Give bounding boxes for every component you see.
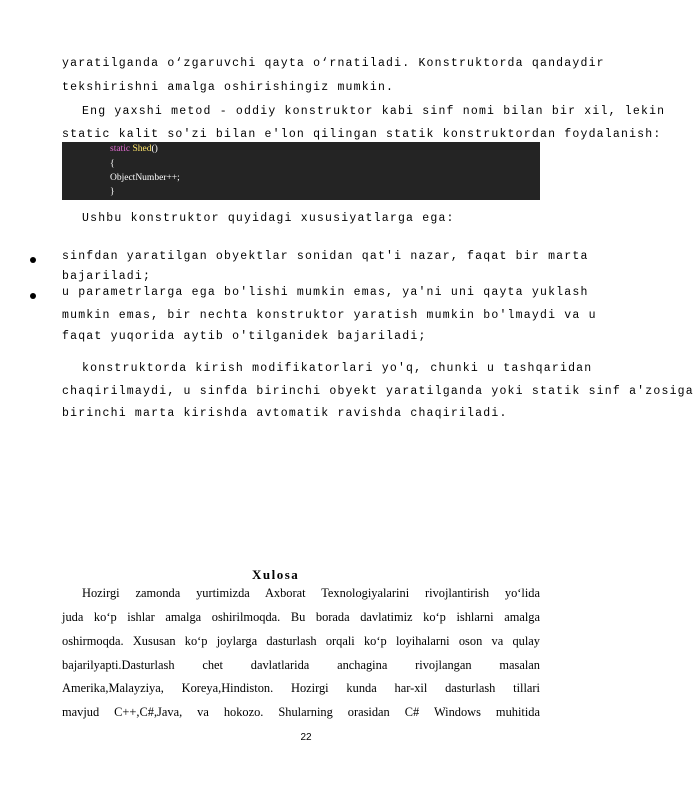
bullet-1-line2: bajariladi; xyxy=(62,270,152,283)
conclusion-line3: oshirmoqda. Xususan ko‘p joylarga dasturlash orqali ko‘p loyihalarni oson va qulay xyxy=(62,634,540,648)
code-function-name: Shed xyxy=(132,144,152,154)
para2-line1: Eng yaxshi metod - oddiy konstruktor kabi sinf nomi bilan bir xil, lekin xyxy=(82,105,666,118)
bullet-1-line1: sinfdan yaratilgan obyektlar sonidan qat'i nazar, faqat bir marta xyxy=(62,250,589,263)
bullet-2-line1: u parametrlarga ega bo'lishi mumkin emas, ya'ni uni qayta yuklash xyxy=(62,286,589,299)
intro-line: Ushbu konstruktor quyidagi xususiyatlarga ega: xyxy=(82,212,455,225)
conclusion-line6: mavjud C++,C#,Java, va hokozo. Shularning orasidan C# Windows muhitida xyxy=(62,705,540,719)
page-number: 22 xyxy=(300,732,312,743)
section-heading: Xulosa xyxy=(252,567,300,582)
code-body: ObjectNumber++; xyxy=(110,173,180,183)
conclusion-line4: bajarilyapti.Dasturlash chet davlatlarida anchagina rivojlangan masalan xyxy=(62,658,540,672)
bullet-2-line2: mumkin emas, bir nechta konstruktor yaratish mumkin bo'lmaydi va u xyxy=(62,309,597,322)
para1-line2: tekshirishni amalga oshirishingiz mumkin. xyxy=(62,81,395,94)
bullet-dot xyxy=(30,293,36,299)
code-close-brace: } xyxy=(110,187,115,197)
para3-line3: birinchi marta kirishda avtomatik ravishda chaqiriladi. xyxy=(62,407,508,420)
para2-line2: static kalit so'zi bilan e'lon qilingan statik konstruktordan foydalanish: xyxy=(62,128,662,141)
code-parens: () xyxy=(151,144,158,154)
conclusion-line2: juda ko‘p ishlar amalga oshirilmoqda. Bu borada davlatimiz ko‘p ishlarni amalga xyxy=(62,610,540,624)
conclusion-line1: Hozirgi zamonda yurtimizda Axborat Texnologiyalarini rivojlantirish yo‘lida xyxy=(82,586,540,600)
code-keyword: static xyxy=(110,144,131,154)
code-open-brace: { xyxy=(110,159,115,169)
para3-line2: chaqirilmaydi, u sinfda birinchi obyekt yaratilganda yoki statik sinf a'zosiga xyxy=(62,385,694,398)
conclusion-line5: Amerika,Malayziya, Koreya,Hindiston. Hozirgi kunda har-xil dasturlash tillari xyxy=(62,681,540,695)
code-signature xyxy=(110,144,158,154)
para1-line1: yaratilganda o‘zgaruvchi qayta o‘rnatiladi. Konstruktorda qandaydir xyxy=(62,57,605,70)
bullet-2-line3: faqat yuqorida aytib o'tilganidek bajariladi; xyxy=(62,330,427,343)
para3-line1: konstruktorda kirish modifikatorlari yo'q, chunki u tashqaridan xyxy=(82,362,593,375)
bullet-dot xyxy=(30,257,36,263)
code-block xyxy=(62,142,540,200)
